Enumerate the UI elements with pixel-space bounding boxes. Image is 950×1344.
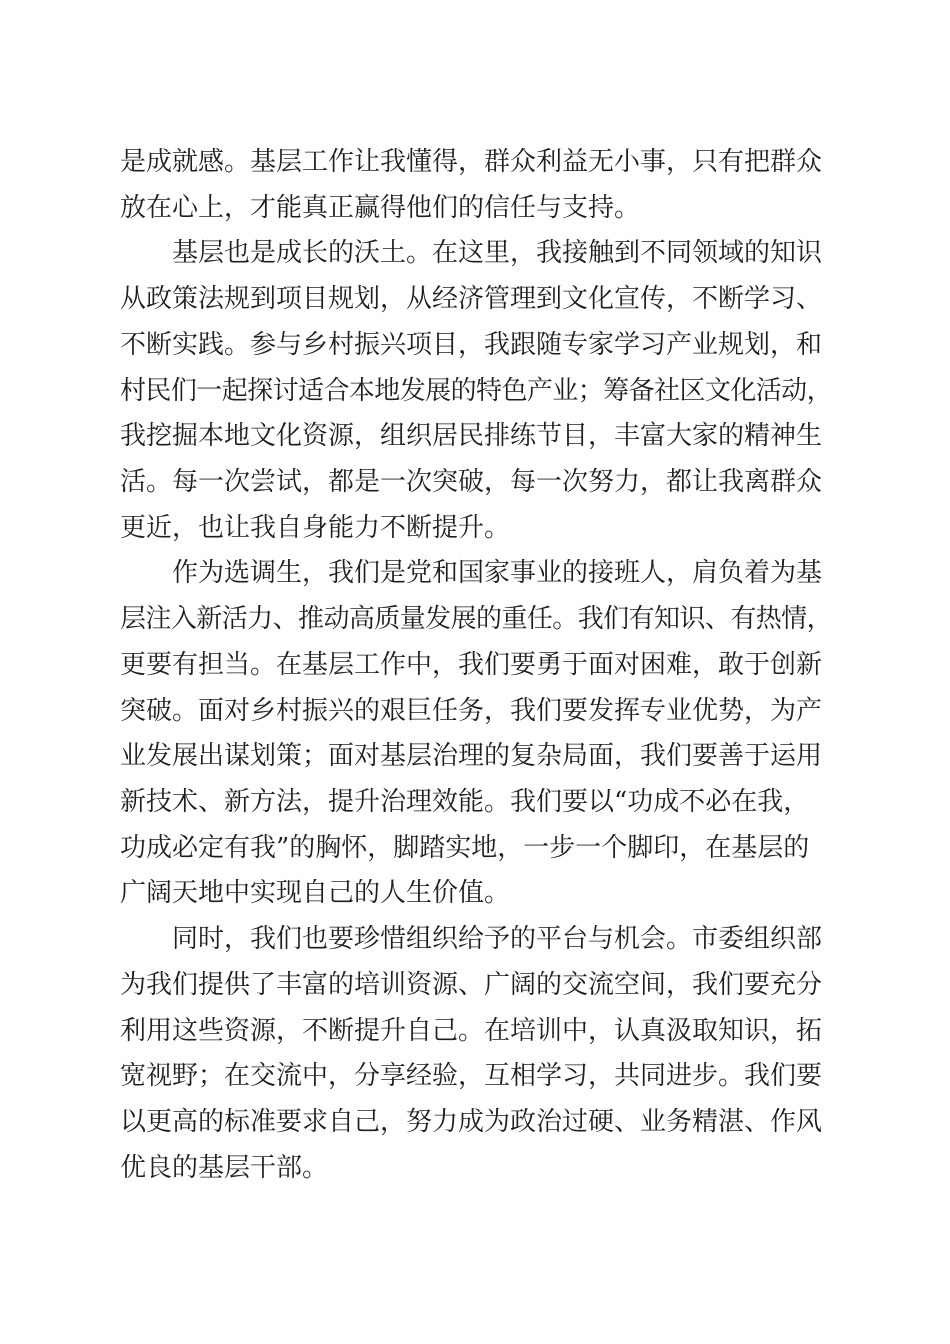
text-line: 层注入新活力、推动高质量发展的重任。我们有知识、有热情， — [120, 604, 833, 634]
text-line: 不断实践。参与乡村振兴项目，我跟随专家学习产业规划，和 — [120, 330, 823, 360]
text-line: 功成必定有我”的胸怀，脚踏实地，一步一个脚印，在基层的 — [120, 833, 810, 863]
text-line: 新技术、新方法，提升治理效能。我们要以“功成不必在我， — [120, 787, 810, 817]
text-line: 突破。面对乡村振兴的艰巨任务，我们要发挥专业优势，为产 — [120, 696, 823, 726]
text-line: 优良的基层干部。 — [120, 1153, 329, 1183]
text-line: 为我们提供了丰富的培训资源、广阔的交流空间，我们要充分 — [120, 970, 823, 1000]
text-line: 利用这些资源，不断提升自己。在培训中，认真汲取知识，拓 — [120, 1016, 823, 1046]
text-line: 同时，我们也要珍惜组织给予的平台与机会。市委组织部 — [172, 924, 823, 954]
text-line: 基层也是成长的沃土。在这里，我接触到不同领域的知识 — [172, 238, 823, 268]
text-line: 业发展出谋划策；面对基层治理的复杂局面，我们要善于运用 — [120, 741, 823, 771]
text-line: 放在心上，才能真正赢得他们的信任与支持。 — [120, 193, 641, 223]
text-line: 从政策法规到项目规划，从经济管理到文化宣传，不断学习、 — [120, 284, 823, 314]
text-line: 更近，也让我自身能力不断提升。 — [120, 513, 511, 543]
text-line: 活。每一次尝试，都是一次突破，每一次努力，都让我离群众 — [120, 467, 823, 497]
text-line: 广阔天地中实现自己的人生价值。 — [120, 878, 511, 908]
text-line: 是成就感。基层工作让我懂得，群众利益无小事，只有把群众 — [120, 147, 823, 177]
text-line: 以更高的标准要求自己，努力成为政治过硬、业务精湛、作风 — [120, 1107, 823, 1137]
text-line: 村民们一起探讨适合本地发展的特色产业；筹备社区文化活动， — [120, 376, 833, 406]
text-line: 作为选调生，我们是党和国家事业的接班人，肩负着为基 — [172, 558, 823, 588]
text-line: 更要有担当。在基层工作中，我们要勇于面对困难，敢于创新 — [120, 650, 823, 680]
text-line: 我挖掘本地文化资源，组织居民排练节目，丰富大家的精神生 — [120, 421, 823, 451]
text-line: 宽视野；在交流中，分享经验，互相学习，共同进步。我们要 — [120, 1061, 823, 1091]
